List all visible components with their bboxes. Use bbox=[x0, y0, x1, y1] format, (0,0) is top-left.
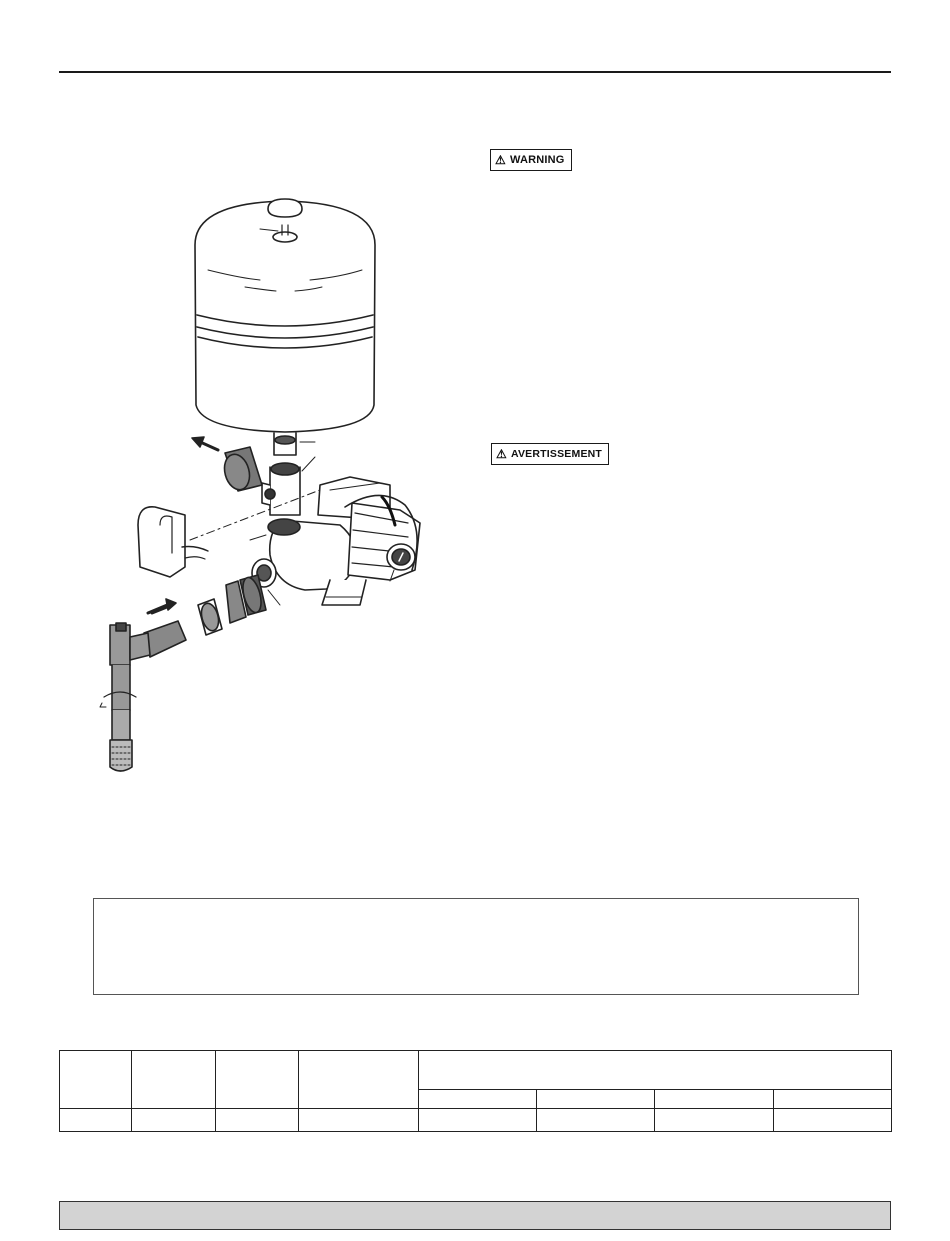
table-subheader-cell bbox=[655, 1090, 774, 1109]
warning-label: WARNING bbox=[509, 153, 565, 166]
warning-triangle-icon: ⚠ bbox=[496, 447, 507, 461]
table-header-cell bbox=[216, 1051, 299, 1109]
table-cell bbox=[132, 1109, 216, 1132]
pressure-tank bbox=[195, 199, 375, 432]
table-subheader-cell bbox=[419, 1090, 537, 1109]
warning-badge bbox=[490, 149, 572, 171]
table-cell bbox=[299, 1109, 419, 1132]
table-cell bbox=[537, 1109, 655, 1132]
table-cell bbox=[655, 1109, 774, 1132]
table-subheader-cell bbox=[774, 1090, 892, 1109]
warning-triangle-icon: ⚠ bbox=[495, 153, 506, 167]
table-cell bbox=[774, 1109, 892, 1132]
pump-assembly-illustration bbox=[90, 185, 440, 785]
footer-bar bbox=[59, 1201, 891, 1230]
notice-box bbox=[93, 898, 859, 995]
table-subheader-cell bbox=[537, 1090, 655, 1109]
table-row bbox=[60, 1109, 892, 1132]
top-rule bbox=[59, 71, 891, 73]
table-cell bbox=[216, 1109, 299, 1132]
avertissement-badge bbox=[491, 443, 609, 465]
avertissement-label: AVERTISSEMENT bbox=[510, 447, 603, 460]
table-cell bbox=[419, 1109, 537, 1132]
table-header-cell bbox=[132, 1051, 216, 1109]
specs-table bbox=[59, 1050, 892, 1132]
table-header-cell bbox=[60, 1051, 132, 1109]
table-header-cell bbox=[299, 1051, 419, 1109]
foot-valve bbox=[100, 621, 186, 771]
table-group-header bbox=[419, 1051, 892, 1090]
table-cell bbox=[60, 1109, 132, 1132]
